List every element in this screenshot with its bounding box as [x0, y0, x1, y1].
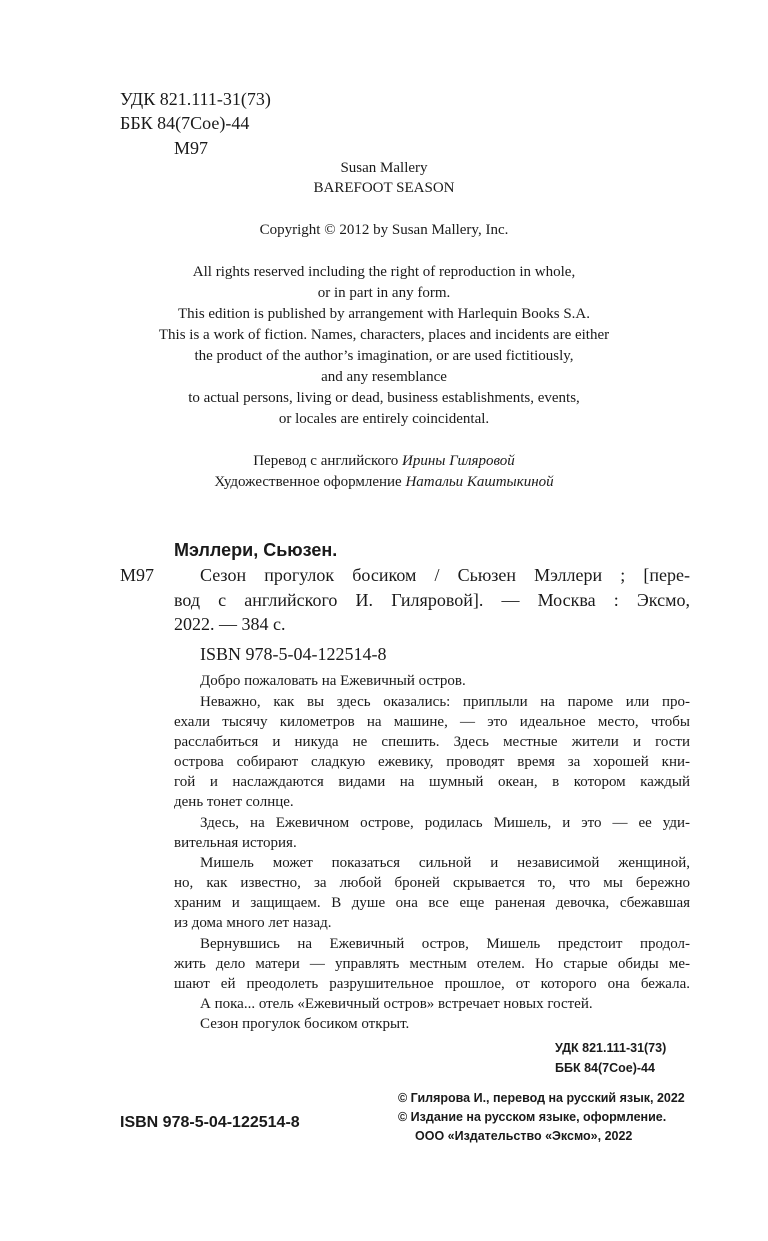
footer-udk: УДК 821.111-31(73): [555, 1041, 667, 1055]
catalog-isbn: ISBN 978-5-04-122514-8: [200, 644, 387, 664]
original-author: Susan Mallery: [340, 160, 428, 176]
annotation-line: Сезон прогулок босиком открыт.: [200, 1016, 410, 1032]
annotation-line: храним и защищаем. В душе она все еще раненая девочка, сбежавшая: [174, 895, 690, 911]
original-title: BAREFOOT SEASON: [313, 180, 455, 196]
translator-name: Ирины Гиляровой: [402, 453, 515, 469]
catalog-entry-line: вод с английского И. Гиляровой]. — Москва : Эксмо,: [174, 590, 690, 610]
copyright-translation: © Гилярова И., перевод на русский язык, 2022: [398, 1091, 685, 1105]
annotation-line: гой и наслаждаются видами на шумный океан, в котором каждый: [174, 774, 690, 790]
catalog-mark: М97: [120, 565, 155, 585]
annotation-line: Мишель может показаться сильной и независимой женщиной,: [200, 855, 690, 871]
annotation-line: Вернувшись на Ежевичный остров, Мишель предстоит продол-: [200, 936, 690, 952]
rights-line: the product of the author’s imagination, or are used fictitiously,: [194, 348, 574, 364]
rights-line: All rights reserved including the right of reproduction in whole,: [192, 264, 576, 280]
annotation-line: ехали тысячу километров на машине, — это идеальное место, чтобы: [174, 714, 690, 730]
annotation-line: но, как известно, за любой броней скрывается то, что мы бережно: [174, 875, 690, 891]
annotation-line: из дома много лет назад.: [174, 915, 332, 931]
rights-line: or in part in any form.: [317, 285, 451, 301]
author-mark: М97: [174, 138, 209, 158]
annotation-line: шают ей преодолеть разрушительное прошлое, от которого она бежала.: [174, 976, 690, 992]
rights-line: and any resemblance: [321, 369, 447, 385]
catalog-entry-line: Сезон прогулок босиком / Сьюзен Мэллери ; [пере-: [200, 565, 690, 585]
annotation-line: день тонет солнце.: [174, 794, 294, 810]
annotation-line: жить дело матери — управлять местным отелем. Но старые обиды ме-: [174, 956, 690, 972]
annotation-line: Неважно, как вы здесь оказались: приплыли на пароме или про-: [200, 694, 690, 710]
translation-credit: [0, 453, 768, 470]
footer-bbk: ББК 84(7Сое)-44: [555, 1061, 655, 1075]
annotation-line: А пока... отель «Ежевичный остров» встречает новых гостей.: [200, 996, 593, 1012]
catalog-entry-line: 2022. — 384 с.: [174, 614, 286, 634]
annotation-line: острова собирают сладкую ежевику, проводят время за хорошей кни-: [174, 754, 690, 770]
translation-label: Перевод с английского: [253, 453, 399, 469]
copyright-edition: © Издание на русском языке, оформление.: [398, 1110, 667, 1124]
annotation-line: вительная история.: [174, 835, 297, 851]
rights-line: to actual persons, living or dead, business establishments, events,: [188, 390, 580, 406]
catalog-heading: Мэллери, Сьюзен.: [174, 540, 338, 560]
rights-line: This is a work of fiction. Names, characters, places and incidents are either: [158, 327, 610, 343]
annotation-line: Здесь, на Ежевичном острове, родилась Мишель, и это — ее уди-: [200, 815, 690, 831]
udk-code: УДК 821.111-31(73): [120, 89, 271, 109]
annotation-line: расслабиться и никуда не спешить. Здесь местные жители и гости: [174, 734, 690, 750]
bbk-code: ББК 84(7Сое)-44: [120, 113, 250, 133]
annotation-line: Добро пожаловать на Ежевичный остров.: [200, 673, 466, 689]
design-credit: [0, 474, 768, 491]
rights-line: or locales are entirely coincidental.: [278, 411, 490, 427]
original-copyright: Copyright © 2012 by Susan Mallery, Inc.: [259, 222, 509, 238]
designer-name: Натальи Каштыкиной: [405, 474, 554, 490]
design-label: Художественное оформление: [214, 474, 402, 490]
rights-line: This edition is published by arrangement with Harlequin Books S.A.: [177, 306, 591, 322]
footer-isbn: ISBN 978-5-04-122514-8: [120, 1114, 300, 1131]
copyright-publisher: ООО «Издательство «Эксмо», 2022: [415, 1129, 633, 1143]
